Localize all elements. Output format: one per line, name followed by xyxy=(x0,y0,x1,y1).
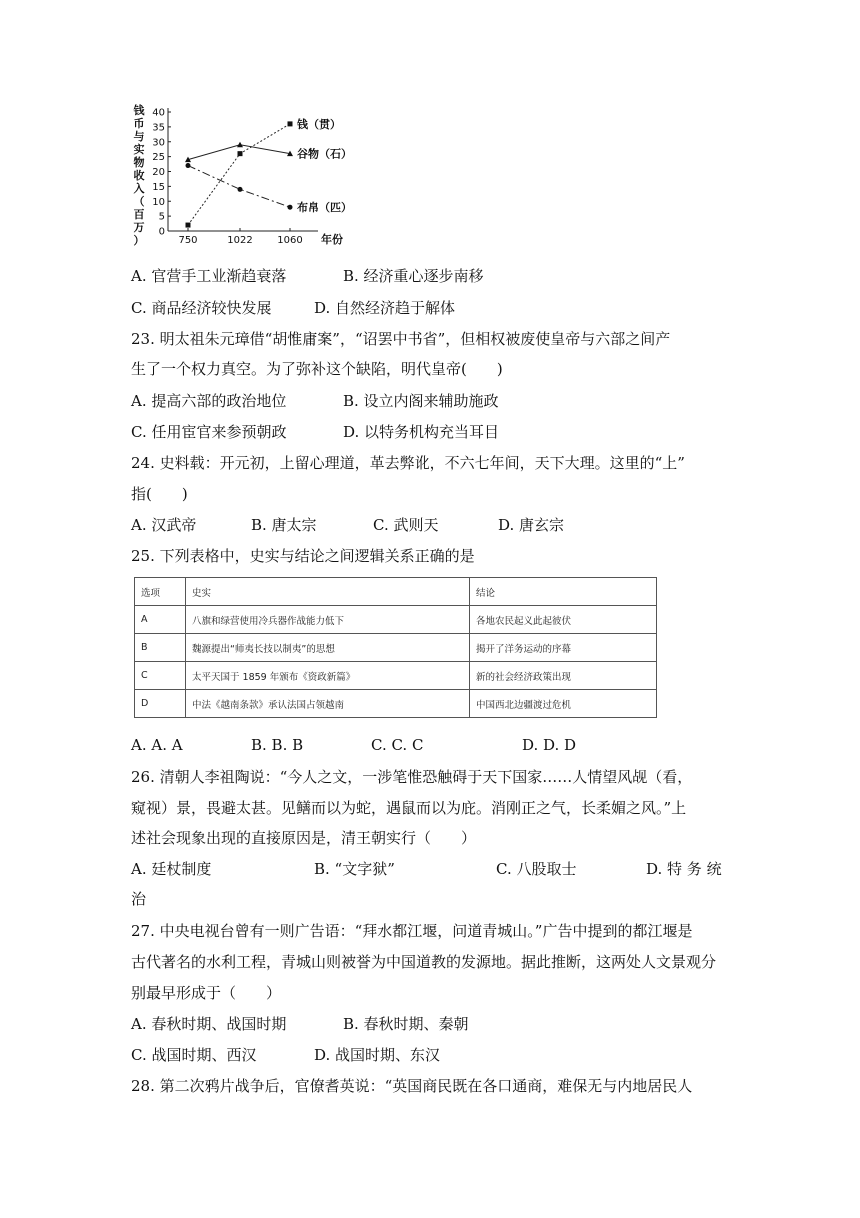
y-tick-label: 5 xyxy=(158,211,165,223)
y-label-char: 入 xyxy=(133,182,145,195)
q25-stem: 25. 下列表格中，史实与结论之间逻辑关系正确的是 xyxy=(131,547,475,565)
q27-stem-line1: 27. 中央电视台曾有一则广告语：“拜水都江堰，问道青城山。”广告中提到的都江堰是 xyxy=(131,922,693,940)
table-row xyxy=(135,634,657,662)
y-tick-label: 0 xyxy=(158,226,165,238)
q25-option-b[interactable]: B. B. B xyxy=(251,736,304,754)
y-tick-label: 35 xyxy=(152,122,165,134)
q25-option-c[interactable]: C. C. C xyxy=(371,736,424,754)
q27-stem-line2: 古代著名的水利工程，青城山则被誉为中国道教的发源地。据此推断，这两处人文景观分 xyxy=(131,953,717,971)
x-tick-label: 1022 xyxy=(227,235,253,246)
series-line-1 xyxy=(188,124,290,225)
data-point-square xyxy=(288,121,293,126)
q22-option-b[interactable]: B. 经济重心逐步南移 xyxy=(343,267,484,285)
table-cell: 各地农民起义此起彼伏 xyxy=(470,606,657,634)
table-cell: C xyxy=(135,662,186,690)
table-header-cell: 选项 xyxy=(135,578,186,606)
q23-stem-line2: 生了一个权力真空。为了弥补这个缺陷，明代皇帝( ) xyxy=(131,360,503,378)
y-tick-label: 20 xyxy=(152,167,165,178)
q24-stem-line2: 指( ) xyxy=(131,485,188,503)
q22-option-c[interactable]: C. 商品经济较快发展 xyxy=(131,299,272,317)
q24-stem-line1: 24. 史料载：开元初，上留心理道，革去弊讹，不六七年间，天下大理。这里的“上” xyxy=(131,454,685,472)
q25-table xyxy=(134,577,657,718)
table-cell: 揭开了洋务运动的序幕 xyxy=(470,634,657,662)
y-tick-label: 15 xyxy=(152,181,165,193)
q26-option-d[interactable]: D. 特 务 统 xyxy=(646,860,722,878)
q23-option-a[interactable]: A. 提高六部的政治地位 xyxy=(131,392,287,410)
income-line-chart xyxy=(128,100,368,250)
series-label: 谷物（石） xyxy=(297,147,352,161)
y-label-char: 百 xyxy=(133,208,145,221)
series-line-3 xyxy=(188,166,290,208)
q23-stem-line1: 23. 明太祖朱元璋借“胡惟庸案”，“诏罢中书省”，但相权被废使皇帝与六部之间产 xyxy=(131,330,671,348)
table-cell: D xyxy=(135,690,186,718)
y-label-char: 实 xyxy=(133,143,145,156)
q26-option-d-continued: 治 xyxy=(131,890,147,908)
q24-option-d[interactable]: D. 唐玄宗 xyxy=(498,516,565,534)
table-header-cell: 史实 xyxy=(186,578,470,606)
q25-option-d[interactable]: D. D. D xyxy=(522,736,577,754)
q24-option-c[interactable]: C. 武则天 xyxy=(373,516,439,534)
table-cell: 魏源提出“师夷长技以制夷”的思想 xyxy=(186,634,470,662)
y-tick-label: 25 xyxy=(152,152,165,164)
table-cell: 新的社会经济政策出现 xyxy=(470,662,657,690)
y-tick-label: 10 xyxy=(152,196,165,208)
data-point-square xyxy=(186,223,191,228)
table-cell: 中法《越南条款》承认法国占领越南 xyxy=(186,690,470,718)
table-cell: 太平天国于 1859 年颁布《资政新篇》 xyxy=(186,662,470,690)
data-point-triangle xyxy=(237,142,243,148)
data-point-circle xyxy=(238,187,243,192)
y-label-char: 币 xyxy=(133,117,145,130)
table-row xyxy=(135,690,657,718)
table-header-row xyxy=(135,578,657,606)
q26-option-a[interactable]: A. 廷杖制度 xyxy=(131,860,212,878)
q23-option-d[interactable]: D. 以特务机构充当耳目 xyxy=(343,423,500,441)
table-header-cell: 结论 xyxy=(470,578,657,606)
series-label: 布帛（匹） xyxy=(297,201,352,215)
table-row xyxy=(135,606,657,634)
y-tick-label: 30 xyxy=(152,137,165,149)
series-label: 钱（贯） xyxy=(297,117,341,131)
q24-option-a[interactable]: A. 汉武帝 xyxy=(131,516,197,534)
q26-stem-line1: 26. 清朝人李祖陶说：“今人之文，一涉笔惟恐触碍于天下国家……人情望风觇（看， xyxy=(131,768,693,786)
table-cell: A xyxy=(135,606,186,634)
table-cell: B xyxy=(135,634,186,662)
q27-option-a[interactable]: A. 春秋时期、战国时期 xyxy=(131,1015,287,1033)
q27-option-d[interactable]: D. 战国时期、东汉 xyxy=(314,1046,441,1064)
y-label-char: ） xyxy=(133,234,145,247)
q22-option-d[interactable]: D. 自然经济趋于解体 xyxy=(314,299,456,317)
y-label-char: 与 xyxy=(133,130,145,143)
q23-option-c[interactable]: C. 任用宦官来参预朝政 xyxy=(131,423,287,441)
q27-stem-line3: 别最早形成于（ ） xyxy=(131,984,282,1002)
y-label-char: （ xyxy=(133,195,145,208)
q27-option-b[interactable]: B. 春秋时期、秦朝 xyxy=(343,1015,469,1033)
y-label-char: 万 xyxy=(133,221,145,234)
y-tick-label: 40 xyxy=(152,107,165,119)
q28-stem-line1: 28. 第二次鸦片战争后，官僚耆英说：“英国商民既在各口通商，难保无与内地居民人 xyxy=(131,1077,693,1095)
q26-option-b[interactable]: B. “文字狱” xyxy=(314,860,395,878)
x-axis-label: 年份 xyxy=(321,233,343,246)
q27-option-c[interactable]: C. 战国时期、西汉 xyxy=(131,1046,257,1064)
data-point-circle xyxy=(186,163,191,168)
q25-option-a[interactable]: A. A. A xyxy=(131,736,183,754)
data-point-circle xyxy=(288,205,293,210)
q26-stem-line2: 窥视）景，畏避太甚。见鳝而以为蛇，遇鼠而以为庇。消刚正之气，长柔媚之风。”上 xyxy=(131,799,687,817)
table-cell: 八旗和绿营使用冷兵器作战能力低下 xyxy=(186,606,470,634)
chart-canvas xyxy=(128,100,368,250)
x-tick-label: 1060 xyxy=(277,235,303,246)
q23-option-b[interactable]: B. 设立内阁来辅助施政 xyxy=(343,392,499,410)
data-point-square xyxy=(238,151,243,156)
table-cell: 中国西北边疆渡过危机 xyxy=(470,690,657,718)
q24-option-b[interactable]: B. 唐太宗 xyxy=(251,516,317,534)
y-label-char: 钱 xyxy=(133,104,145,117)
q26-stem-line3: 述社会现象出现的直接原因是，清王朝实行（ ） xyxy=(131,829,477,847)
y-label-char: 物 xyxy=(133,156,145,169)
y-label-char: 收 xyxy=(133,169,145,182)
table-row xyxy=(135,662,657,690)
x-tick-label: 750 xyxy=(178,235,198,246)
q22-option-a[interactable]: A. 官营手工业渐趋衰落 xyxy=(131,267,287,285)
q26-option-c[interactable]: C. 八股取士 xyxy=(496,860,577,878)
